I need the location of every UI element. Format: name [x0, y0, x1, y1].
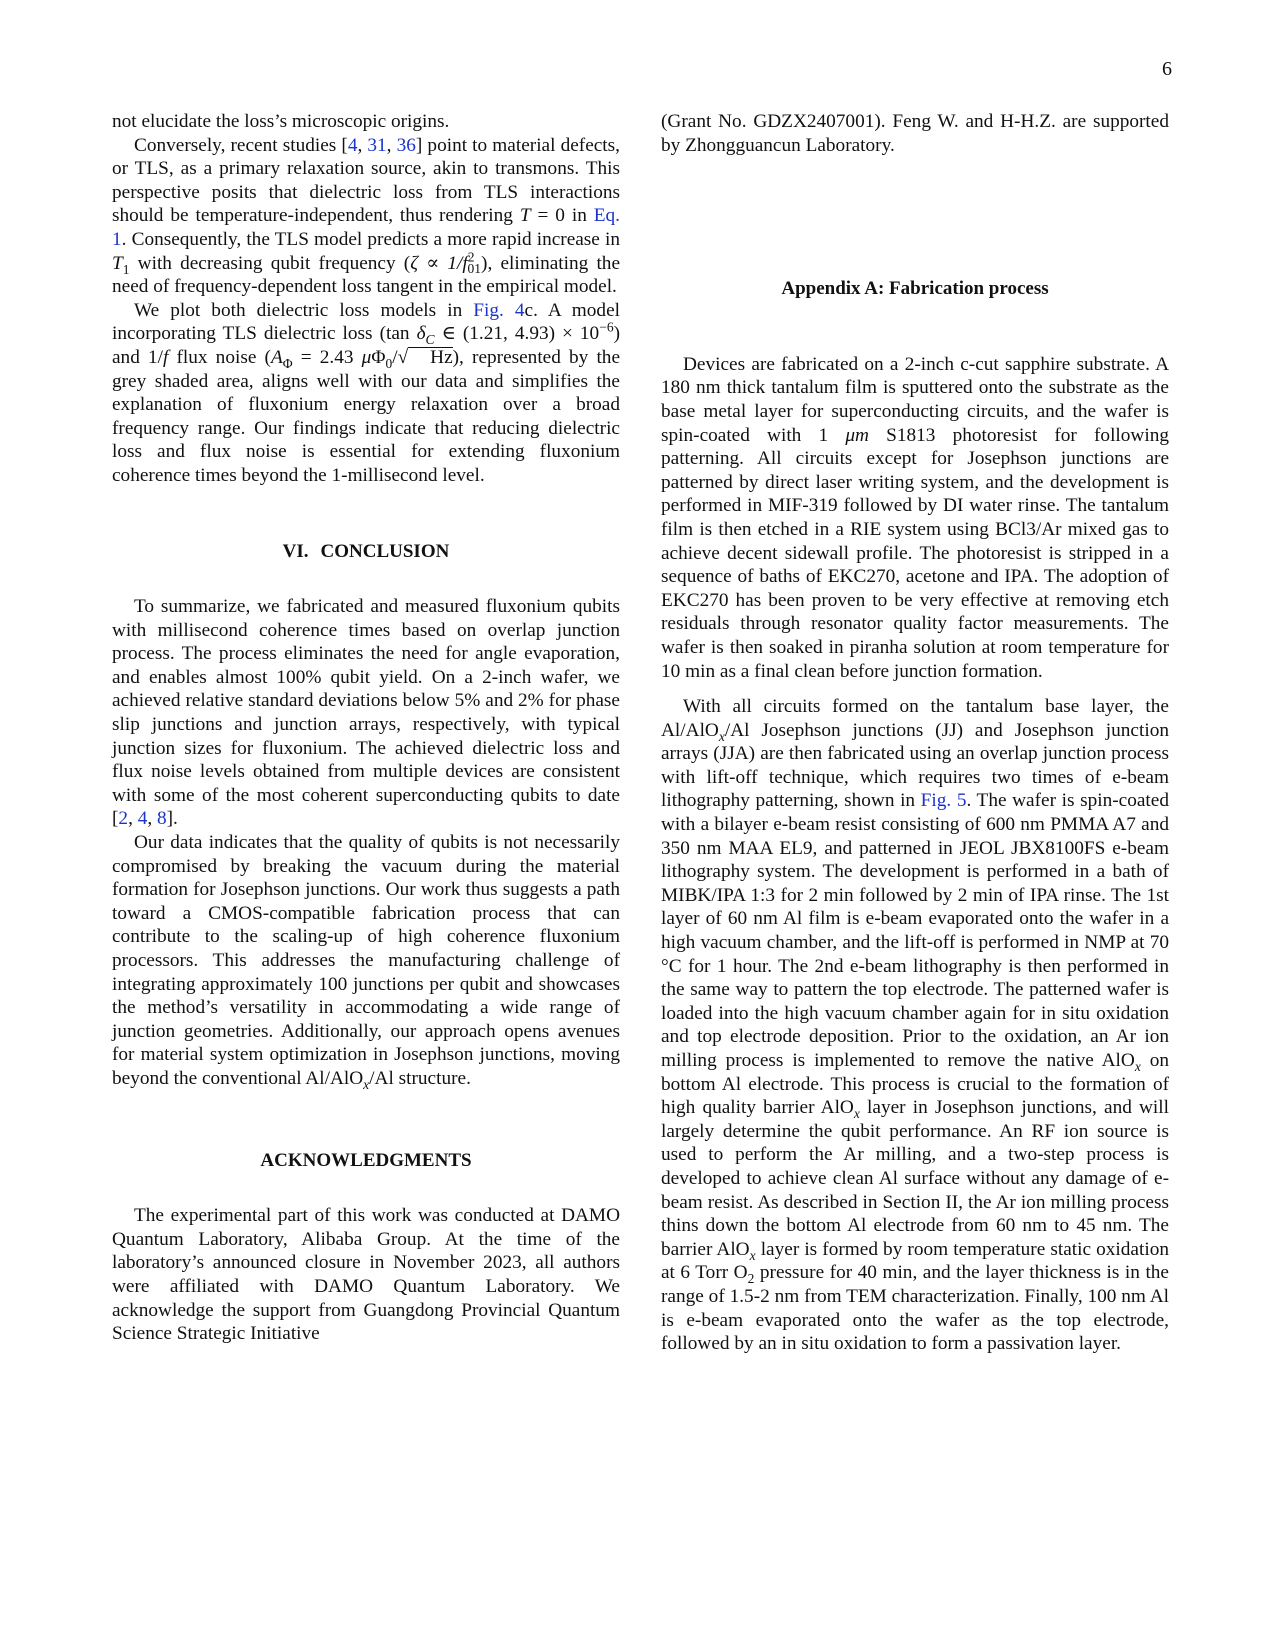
section-heading-conclusion: VI. CONCLUSION [282, 540, 450, 562]
paragraph-grant: (Grant No. GDZX2407001). Feng W. and H-H.Z. are supported by Zhongguancun Laboratory. [661, 111, 1169, 156]
paragraph-acknowledgments: The experimental part of this work was conducted at DAMO Quantum Laboratory, Alibaba Group. At the time of the laboratory’s announced closure in November 2023, all authors were affiliated with DAMO Quantum Laboratory. We acknowledge the support from Guangdong Provincial Quantum Science Strategic Initiative [112, 1205, 620, 1345]
left-column [112, 110, 620, 1346]
citation-link[interactable]: 4 [137, 808, 148, 830]
paragraph-loss-origins: not elucidate the loss’s microscopic origins. [112, 111, 450, 132]
citation-link[interactable]: 36 [396, 134, 416, 156]
math-symbol: T [112, 252, 123, 274]
math-expression: ζ ∝ 1/f [410, 252, 468, 274]
figure-link[interactable]: Fig. 5 [920, 790, 967, 812]
paragraph-data-indicates: Our data indicates that the quality of qubits is not necessarily compromised by breaking the vacuum during the material formation for Josephson junctions. Our work thus suggests a path toward a CMOS-compatible fabrication process that can contribute to the scaling-up of high coherence fluxonium processors. This addresses the manufacturing challenge of integrating approximately 100 junctions per qubit and showcases the method’s versatility in accommodating a wide range of junction geometries. Additionally, our approach opens avenues for material system optimization in Josephson junctions, moving beyond the conventional Al/AlO$_x$/Al structure. [112, 832, 620, 1092]
page-number: 6 [1162, 58, 1172, 80]
section-heading-acknowledgments: ACKNOWLEDGMENTS [260, 1149, 472, 1171]
right-column [661, 110, 1169, 1356]
paragraph-summary: To summarize, we fabricated and measured fluxonium qubits with millisecond coherence times based on overlap junction process. The process eliminates the need for angle evaporation, and enables almost 100% qubit yield. On a 2-inch wafer, we achieved relative standard deviations below 5% and 2% for phase slip junctions and junction arrays, respectively, with typical junction sizes for fluxonium. The achieved dielectric loss and flux noise levels obtained from multiple devices are consistent with some of the most coherent superconducting qubits to date [2, 4, 8]. [112, 596, 620, 830]
paragraph-fabrication: Devices are fabricated on a 2-inch c-cut sapphire substrate. A 180 nm thick tantalum film is sputtered onto the substrate as the base metal layer for superconducting circuits, and the wafer is spin-coated with 1 μm S1813 photoresist for following patterning. All circuits except for Josephson junctions are patterned by direct laser writing system, and the development is performed in MIF-319 followed by DI water rinse. The tantalum film is then etched in a RIE system using BCl3/Ar mixed gas to achieve decent sidewall profile. The photoresist is stripped in a sequence of baths of EKC270, acetone and IPA. The adoption of EKC270 has been proven to be very effective at removing etch residuals through resonator quality factor measurements. The wafer is then soaked in piranha solution at room temperature for 10 min as a final clean before junction formation. [661, 353, 1169, 682]
section-heading-appendix: Appendix A: Fabrication process [781, 278, 1049, 300]
math-symbol: T [519, 205, 531, 227]
paragraph-loss-models: We plot both dielectric loss models in Fig. 4c. A model incorporating TLS dielectric loss (tan $\delta_C$ ∈ (1.21, $4.93) \times 10^{-6}$) and 1/f flux noise ($A_\Phi = 2.43$ $\mu\Phi_0/√$ Hz), represented by the grey shaded area, aligns well with our data and simplifies the explanation of fluxonium energy relaxation over a broad frequency range. Our findings indicate that reducing dielectric loss and flux noise is essential for extending fluxonium coherence times beyond the 1-millisecond level. [112, 299, 620, 486]
paragraph-tls-studies: Conversely, recent studies [4, 31, 36] point to material defects, or TLS, as a primary relaxation source, akin to transmons. This perspective posits that dielectric loss from TLS interactions should be temperature-independent, thus rendering T = 0 in Eq. 1. Consequently, the TLS model predicts a more rapid increase in $T_1$ with decreasing qubit frequency $(\zeta \propto 1/f^2_{01})$, eliminating the need of frequency-dependent loss tangent in the empirical model. [112, 134, 621, 298]
figure-link[interactable]: Fig. 4 [473, 299, 525, 321]
citation-link[interactable]: 31 [367, 134, 387, 156]
equation-link[interactable]: Eq. 1 [112, 205, 621, 250]
citation-link[interactable]: 4 [347, 134, 358, 156]
citation-link[interactable]: 8 [156, 808, 167, 830]
citation-link[interactable]: 2 [118, 808, 129, 830]
sqrt-sign: √ [397, 346, 409, 368]
paragraph-junctions: With all circuits formed on the tantalum base layer, the Al/AlO$_x$/Al Josephson junctions (JJ) and Josephson junction arrays (JJA) are then fabricated using an overlap junction process with lift-off technique, which requires two times of e-beam lithography patterning, shown in Fig. 5. The wafer is spin-coated with a bilayer e-beam resist consisting of 600 nm PMMA A7 and 350 nm MAA EL9, and patterned in JEOL JBX8100FS e-beam lithography system. The development is performed in a bath of MIBK/IPA 1:3 for 2 min followed by 2 min of IPA rinse. The 1st layer of 60 nm Al film is e-beam evaporated onto the wafer in a high vacuum chamber, and the lift-off is performed in NMP at 70 °C for 1 hour. The 2nd e-beam lithography is then performed in the same way to pattern the top electrode. The patterned wafer is loaded into the high vacuum chamber again for in situ oxidation and top electrode deposition. Prior to the oxidation, an Ar ion milling process is implemented to remove the native AlO$_x$ on bottom Al electrode. This process is crucial to the formation of high quality barrier AlO$_x$ layer in Josephson junctions, and will largely determine the qubit performance. An RF ion source is used to perform the Ar milling, and a two-step process is developed to achieve clean Al surface without any damage of e-beam resist. As described in Section II, the Ar ion milling process thins down the bottom Al electrode from 60 nm to 45 nm. The barrier AlO$_x$ layer is formed by room temperature static oxidation at 6 Torr $O_2$ pressure for 40 min, and the layer thickness is in the range of 1.5-2 nm from TEM characterization. Finally, 100 nm Al is e-beam evaporated onto the wafer as the top electrode, followed by an in situ oxidation to form a passivation layer. [661, 696, 1170, 1355]
